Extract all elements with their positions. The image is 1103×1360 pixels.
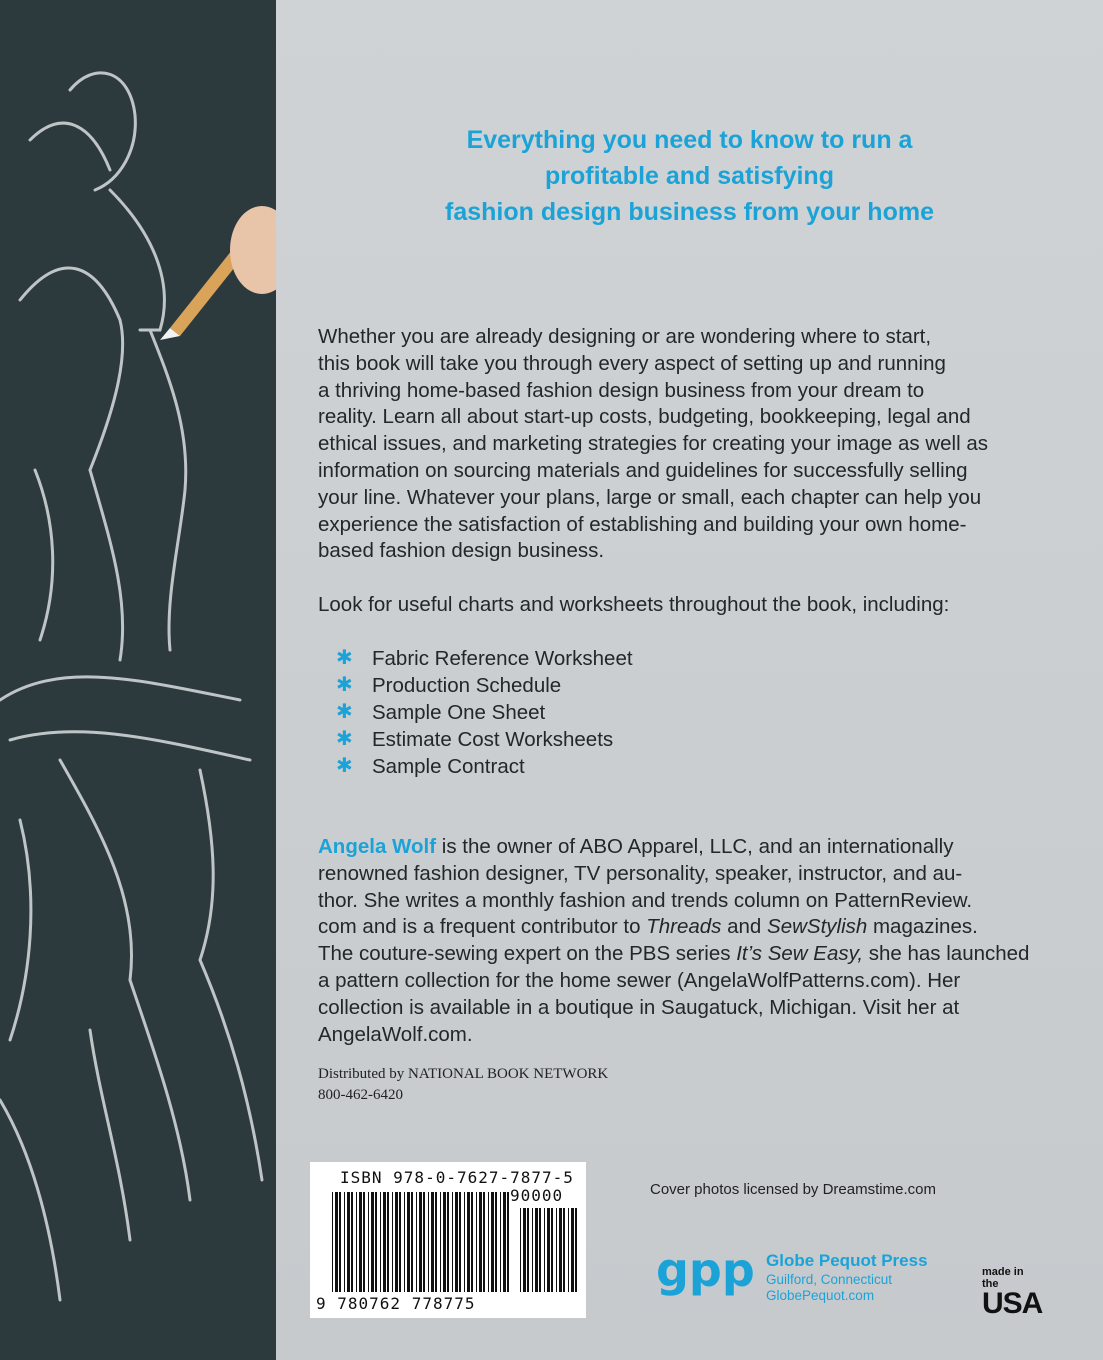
list-item (336, 753, 633, 780)
feature-label: Sample One Sheet (372, 701, 546, 724)
barcode-bar (351, 1192, 353, 1292)
barcode-bar (464, 1192, 465, 1292)
barcode-bar (575, 1208, 577, 1292)
barcode-bar (459, 1192, 461, 1292)
charts-lead-text (318, 592, 1058, 619)
barcode-bar (332, 1192, 333, 1292)
list-item (336, 645, 633, 672)
bio-text: and (721, 915, 768, 939)
barcode-bar (455, 1192, 458, 1292)
author-name: Angela Wolf (318, 835, 437, 858)
tagline (276, 122, 1103, 230)
barcode-bar (532, 1208, 533, 1292)
barcode-bars-main (332, 1192, 512, 1292)
list-item (336, 699, 633, 726)
feature-label: Estimate Cost Worksheets (372, 728, 614, 751)
bio-line: collection is available in a boutique in Saugatuck, Michigan. Visit her at (318, 995, 960, 1019)
asterisk-bullet-icon: ✱ (336, 647, 353, 669)
barcode-bar (483, 1192, 485, 1292)
bio-text: is the owner of ABO Apparel, LLC, and an internationally (436, 835, 954, 858)
bio-line: a pattern collection for the home sewer (AngelaWolfPatterns.com). Her (318, 968, 961, 992)
intro-paragraph (318, 324, 1058, 565)
usa-label: USA (982, 1287, 1043, 1320)
barcode-bar (411, 1192, 413, 1292)
barcode-bar (356, 1192, 357, 1292)
made-in-label: made in the (982, 1266, 1024, 1290)
barcode-bar (520, 1208, 521, 1292)
barcode-bar (447, 1192, 449, 1292)
author-bio (318, 834, 1058, 1048)
barcode-bar (503, 1192, 506, 1292)
barcode-bar (419, 1192, 422, 1292)
barcode-bar (563, 1208, 565, 1292)
bio-text: magazines. (867, 915, 978, 939)
barcode-bar (428, 1192, 429, 1292)
barcode-bar (471, 1192, 473, 1292)
barcode-bar (399, 1192, 401, 1292)
bio-line: thor. She writes a monthly fashion and trends column on PatternReview. (318, 888, 973, 912)
intro-line: this book will take you through every aspect of setting up and running (318, 351, 946, 375)
publisher-location: Guilford, Connecticut (766, 1272, 893, 1287)
bio-text: com and is a frequent contributor to (318, 915, 647, 939)
barcode-bar (491, 1192, 494, 1292)
bio-line (318, 834, 1058, 861)
distributor-line: Distributed by NATIONAL BOOK NETWORK (318, 1066, 609, 1082)
feature-label: Sample Contract (372, 755, 525, 778)
barcode-bar (359, 1192, 362, 1292)
feature-label: Fabric Reference Worksheet (372, 647, 633, 670)
barcode-bar (535, 1208, 538, 1292)
asterisk-bullet-icon: ✱ (336, 755, 353, 777)
barcode-bar (568, 1208, 569, 1292)
publisher-info (766, 1250, 928, 1304)
barcode-bar (507, 1192, 509, 1292)
barcode-bar (556, 1208, 557, 1292)
bio-line (318, 914, 1058, 941)
isbn-number: ISBN 978-0-7627-7877-5 (340, 1168, 574, 1187)
barcode-bar (392, 1192, 393, 1292)
magazine-title: Threads (646, 915, 722, 939)
publisher-website: GlobePequot.com (766, 1288, 875, 1303)
barcode-bar (339, 1192, 341, 1292)
cover-sketch-illustration (0, 0, 276, 1360)
magazine-title: SewStylish (767, 915, 868, 939)
asterisk-bullet-icon: ✱ (336, 674, 353, 696)
barcode-bar (452, 1192, 453, 1292)
barcode-bar (371, 1192, 374, 1292)
barcode-bar (363, 1192, 365, 1292)
barcode-bar (527, 1208, 529, 1292)
series-title: It’s Sew Easy, (736, 942, 864, 966)
barcode-digits: 9 780762 778775 (316, 1294, 476, 1313)
bio-line: renowned fashion designer, TV personality, speaker, instructor, and au- (318, 861, 963, 885)
intro-line: reality. Learn all about start-up costs, budgeting, bookkeeping, legal and (318, 405, 971, 429)
barcode-bar (383, 1192, 386, 1292)
barcode-bar (479, 1192, 482, 1292)
bio-text: she has launched (863, 942, 1030, 966)
isbn-barcode (310, 1162, 586, 1318)
barcode-bar (476, 1192, 477, 1292)
barcode-bar (440, 1192, 441, 1292)
photo-credit: Cover photos licensed by Dreamstime.com (650, 1181, 936, 1198)
barcode-bar (416, 1192, 417, 1292)
list-item (336, 672, 633, 699)
bio-text: The couture-sewing expert on the PBS series (318, 942, 737, 966)
bio-line: AngelaWolf.com. (318, 1022, 473, 1046)
intro-line: information on sourcing materials and guidelines for successfully selling (318, 458, 968, 482)
chalk-fashion-sketch (0, 0, 276, 1360)
barcode-bar (523, 1208, 526, 1292)
feature-list (336, 645, 633, 780)
barcode-bar (443, 1192, 446, 1292)
intro-line: a thriving home-based fashion design business from your dream to (318, 378, 925, 402)
barcode-bar (404, 1192, 405, 1292)
feature-label: Production Schedule (372, 674, 562, 697)
gpp-logo-text: gpp (656, 1243, 755, 1297)
made-in-usa-badge (982, 1266, 1042, 1318)
price-code: 90000 (510, 1186, 564, 1205)
list-item (336, 726, 633, 753)
asterisk-bullet-icon: ✱ (336, 701, 353, 723)
barcode-bar (395, 1192, 398, 1292)
barcode-bar (368, 1192, 369, 1292)
intro-line: Whether you are already designing or are wondering where to start, (318, 325, 932, 348)
pencil-icon (160, 206, 276, 340)
barcode-bar (431, 1192, 434, 1292)
publisher-name: Globe Pequot Press (766, 1251, 928, 1270)
tagline-line: Everything you need to know to run a (466, 126, 913, 154)
barcode-bar (407, 1192, 410, 1292)
barcode-bar (571, 1208, 574, 1292)
barcode-bar (559, 1208, 562, 1292)
gpp-logo-icon (654, 1240, 764, 1310)
barcode-bar (551, 1208, 553, 1292)
intro-line: experience the satisfaction of establishing and building your own home- (318, 512, 967, 536)
intro-line: your line. Whatever your plans, large or small, each chapter can help you (318, 485, 982, 509)
barcode-bar (375, 1192, 377, 1292)
charts-lead-line: Look for useful charts and worksheets throughout the book, including: (318, 593, 950, 616)
barcode-bar (387, 1192, 389, 1292)
barcode-bar (544, 1208, 545, 1292)
intro-line: ethical issues, and marketing strategies for creating your image as well as (318, 432, 988, 456)
barcode-bar (547, 1208, 550, 1292)
tagline-line: profitable and satisfying (545, 162, 834, 190)
barcode-bar (344, 1192, 345, 1292)
barcode-bars-addon (520, 1208, 580, 1292)
barcode-bar (500, 1192, 501, 1292)
barcode-bar (347, 1192, 350, 1292)
distributor-phone: 800-462-6420 (318, 1087, 403, 1103)
back-cover (276, 0, 1103, 1360)
distribution-info (318, 1064, 608, 1106)
barcode-bar (380, 1192, 381, 1292)
barcode-bar (435, 1192, 437, 1292)
barcode-bar (539, 1208, 541, 1292)
tagline-line: fashion design business from your home (445, 198, 934, 226)
asterisk-bullet-icon: ✱ (336, 728, 353, 750)
barcode-bar (423, 1192, 425, 1292)
barcode-bar (495, 1192, 497, 1292)
barcode-bar (335, 1192, 338, 1292)
barcode-bar (467, 1192, 470, 1292)
barcode-bar (488, 1192, 489, 1292)
intro-line: based fashion design business. (318, 539, 605, 563)
bio-line (318, 941, 1058, 968)
